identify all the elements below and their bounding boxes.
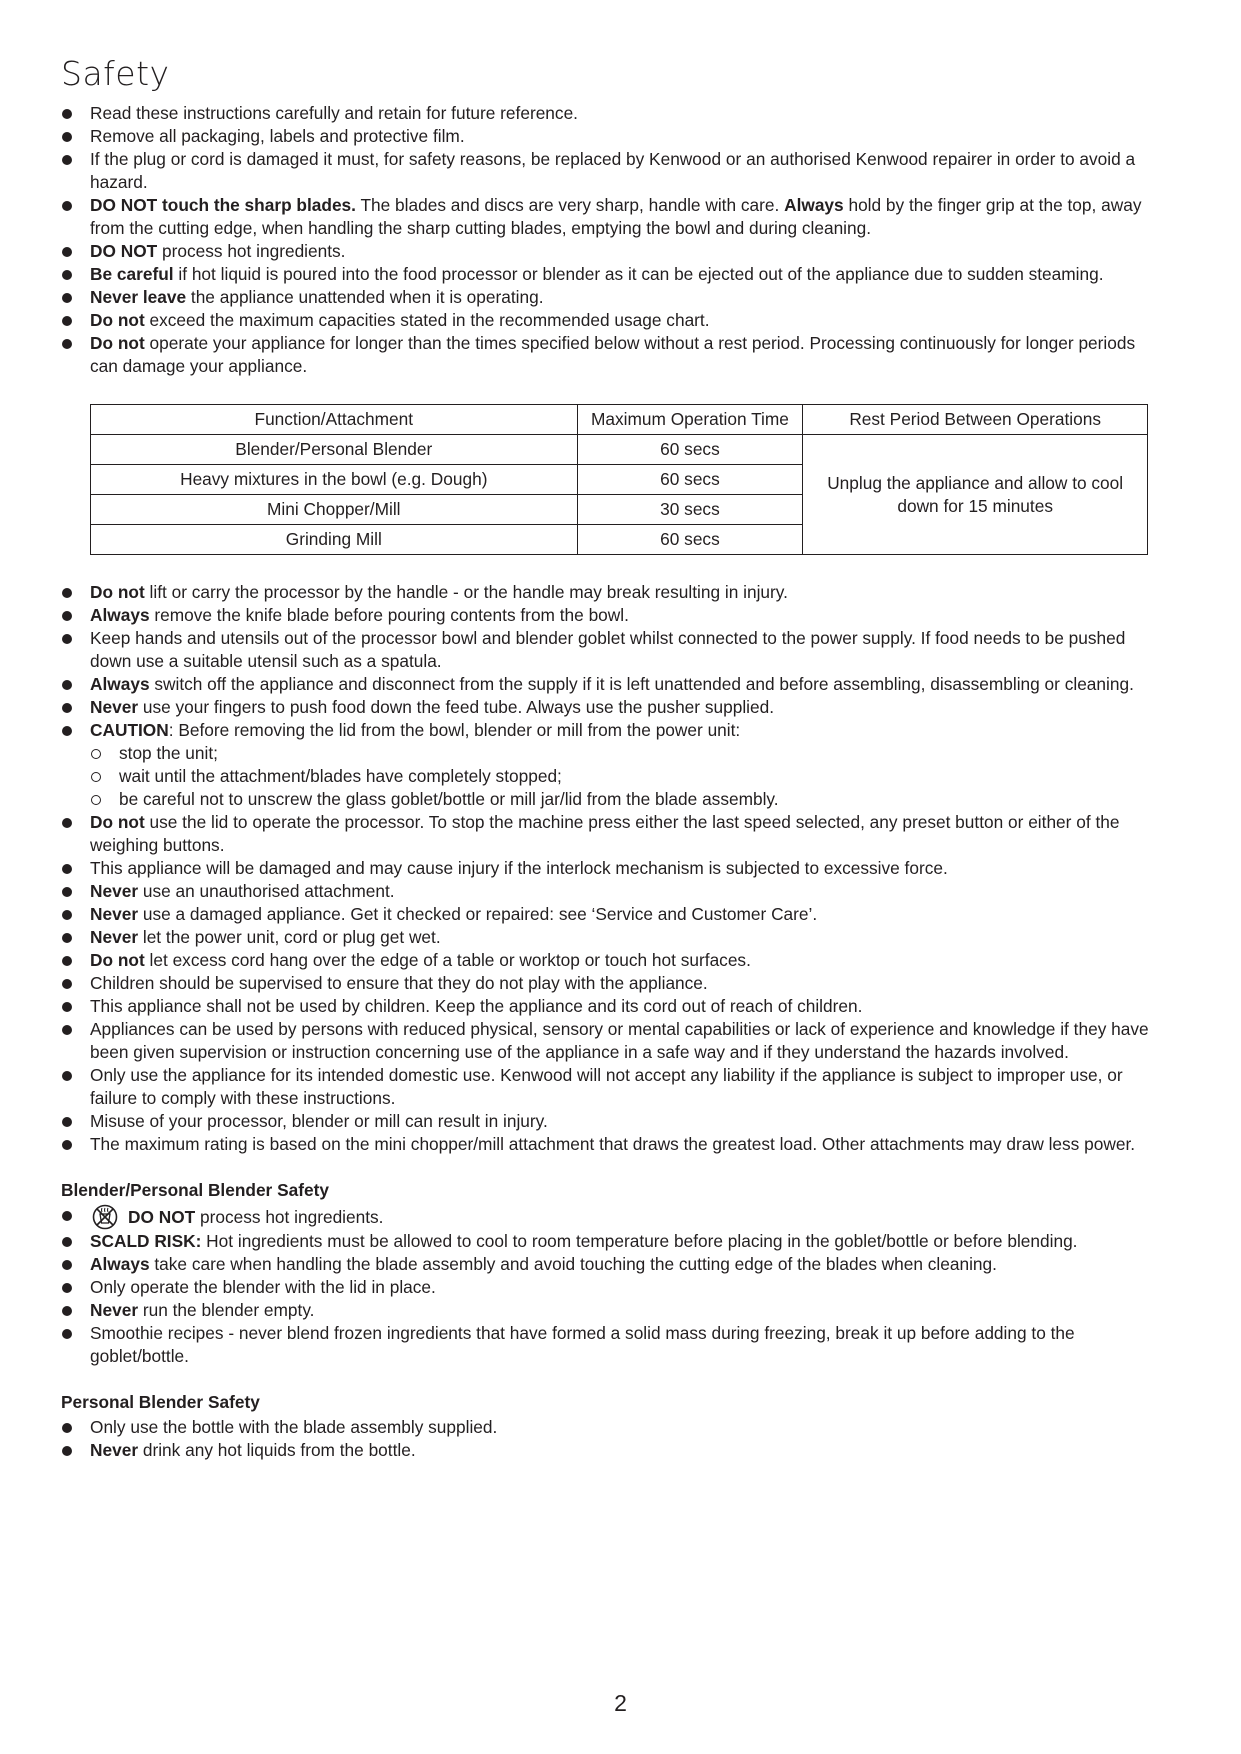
bullet-text: Appliances can be used by persons with reduced physical, sensory or mental capabilities or lack of experience and knowledge if they have been given supervision or instruction concerning use of the appliance in a safe way and if they understand the hazards involved. (90, 1019, 1149, 1062)
personal-blender-safety-list (61, 1416, 1161, 1462)
table-header-time: Maximum Operation Time (577, 405, 803, 435)
bullet-text: : Before removing the lid from the bowl, blender or mill from the power unit: (168, 720, 741, 740)
blender-safety-heading: Blender/Personal Blender Safety (61, 1180, 329, 1200)
list-item (61, 1439, 1161, 1462)
bullet-text: Children should be supervised to ensure that they do not play with the appliance. (90, 973, 708, 993)
table-cell-function: Grinding Mill (91, 525, 578, 555)
intro-safety-list (61, 102, 1161, 378)
bullet-emphasis: Never (90, 927, 139, 947)
bullet-text: use your fingers to push food down the feed tube. Always use the pusher supplied. (138, 697, 775, 717)
list-item (61, 240, 1161, 263)
bullet-text: Hot ingredients must be allowed to cool to room temperature before placing in the goblet/bottle or before blending. (201, 1231, 1078, 1251)
list-item (61, 1230, 1161, 1253)
table-cell-time: 60 secs (577, 435, 803, 465)
bullet-text: if hot liquid is poured into the food processor or blender as it can be ejected out of the appliance due to sudden steaming. (173, 264, 1104, 284)
list-item (61, 194, 1161, 240)
bullet-emphasis: Always (90, 674, 150, 694)
bullet-text: This appliance will be damaged and may cause injury if the interlock mechanism is subjected to excessive force. (90, 858, 948, 878)
bullet-text: Only use the appliance for its intended domestic use. Kenwood will not accept any liability if the appliance is subject to improper use, or failure to comply with these instructions. (90, 1065, 1123, 1108)
list-item (61, 263, 1161, 286)
bullet-emphasis: Do not (90, 582, 145, 602)
bullet-emphasis: DO NOT (128, 1207, 196, 1227)
bullet-emphasis: Do not (90, 950, 145, 970)
list-item (61, 1018, 1161, 1064)
bullet-text: The blades and discs are very sharp, handle with care. (355, 195, 785, 215)
bullet-emphasis: Never (90, 1440, 139, 1460)
table-cell-time: 60 secs (577, 465, 803, 495)
bullet-text: If the plug or cord is damaged it must, for safety reasons, be replaced by Kenwood or an authorised Kenwood repairer in order to avoid a hazard. (90, 149, 1136, 192)
bullet-emphasis: Never (90, 1300, 139, 1320)
bullet-text: drink any hot liquids from the bottle. (138, 1440, 416, 1460)
bullet-emphasis: SCALD RISK: (90, 1231, 202, 1251)
list-item (61, 857, 1161, 880)
list-item (61, 949, 1161, 972)
list-item (61, 627, 1161, 673)
list-item (61, 1133, 1161, 1156)
bullet-text: let the power unit, cord or plug get wet. (138, 927, 441, 947)
bullet-text: process hot ingredients. (195, 1207, 384, 1227)
list-item (61, 332, 1161, 378)
list-item: be careful not to unscrew the glass goblet/bottle or mill jar/lid from the blade assembly. (90, 788, 1161, 811)
list-item (61, 880, 1161, 903)
list-item (61, 1110, 1161, 1133)
bullet-emphasis: Never leave (90, 287, 187, 307)
bullet-emphasis: CAUTION (90, 720, 169, 740)
table-cell-time: 30 secs (577, 495, 803, 525)
bullet-text: lift or carry the processor by the handle - or the handle may break resulting in injury. (144, 582, 788, 602)
bullet-text: use an unauthorised attachment. (138, 881, 395, 901)
table-row (91, 435, 1148, 465)
list-item (61, 972, 1161, 995)
bullet-emphasis: Do not (90, 310, 145, 330)
list-item (61, 1322, 1161, 1368)
list-item (61, 309, 1161, 332)
list-item (61, 1416, 1161, 1439)
list-item (61, 148, 1161, 194)
bullet-text: Smoothie recipes - never blend frozen ingredients that have formed a solid mass during freezing, break it up before adding to the goblet/bottle. (90, 1323, 1075, 1366)
caution-steps-list (90, 742, 1161, 811)
bullet-emphasis: Always (90, 1254, 150, 1274)
bullet-text: switch off the appliance and disconnect from the supply if it is left unattended and before assembling, disassembling or cleaning. (149, 674, 1134, 694)
bullet-emphasis: Never (90, 904, 139, 924)
bullet-text: the appliance unattended when it is operating. (186, 287, 544, 307)
safety-section (61, 54, 1161, 1462)
list-item (61, 995, 1161, 1018)
bullet-text: take care when handling the blade assembly and avoid touching the cutting edge of the blades when cleaning. (149, 1254, 997, 1274)
bullet-text: run the blender empty. (138, 1300, 315, 1320)
personal-blender-safety-heading: Personal Blender Safety (61, 1392, 260, 1412)
bullet-emphasis: DO NOT (90, 241, 158, 261)
table-cell-function: Heavy mixtures in the bowl (e.g. Dough) (91, 465, 578, 495)
bullet-emphasis: Do not (90, 333, 145, 353)
bullet-text: The maximum rating is based on the mini chopper/mill attachment that draws the greatest load. Other attachments may draw less power. (90, 1134, 1136, 1154)
bullet-text: let excess cord hang over the edge of a table or worktop or touch hot surfaces. (144, 950, 751, 970)
bullet-text: use the lid to operate the processor. To stop the machine press either the last speed selected, any preset button or either of the weighing buttons. (90, 812, 1120, 855)
bullet-text: process hot ingredients. (157, 241, 346, 261)
bullet-emphasis: DO NOT touch the sharp blades. (90, 195, 356, 215)
bullet-text: Only use the bottle with the blade assembly supplied. (90, 1417, 498, 1437)
list-item (61, 1204, 1161, 1230)
list-item (61, 673, 1161, 696)
table-cell-function: Mini Chopper/Mill (91, 495, 578, 525)
bullet-text: exceed the maximum capacities stated in the recommended usage chart. (144, 310, 710, 330)
list-item (61, 125, 1161, 148)
table-cell-rest: Unplug the appliance and allow to cool down for 15 minutes (803, 435, 1148, 555)
table-header-row (91, 405, 1148, 435)
bullet-text: Read these instructions carefully and retain for future reference. (90, 103, 578, 123)
list-item (61, 811, 1161, 857)
bullet-emphasis: Do not (90, 812, 145, 832)
bullet-emphasis: Never (90, 881, 139, 901)
list-item (61, 604, 1161, 627)
no-hot-ingredients-icon (90, 1204, 120, 1230)
list-item (61, 1064, 1161, 1110)
bullet-text: Keep hands and utensils out of the processor bowl and blender goblet whilst connected to the power supply. If food needs to be pushed down use a suitable utensil such as a spatula. (90, 628, 1126, 671)
list-item (61, 926, 1161, 949)
table-header-rest: Rest Period Between Operations (803, 405, 1148, 435)
bullet-emphasis: Always (784, 195, 844, 215)
page-title: Safety (61, 54, 170, 93)
bullet-text: Only operate the blender with the lid in place. (90, 1277, 436, 1297)
list-item (61, 102, 1161, 125)
bullet-emphasis: Be careful (90, 264, 174, 284)
list-item (61, 1253, 1161, 1276)
table-cell-time: 60 secs (577, 525, 803, 555)
bullet-emphasis: Never (90, 697, 139, 717)
bullet-text: operate your appliance for longer than the times specified below without a rest period. Processing continuously for longer periods can damage your appliance. (90, 333, 1136, 376)
table-header-function: Function/Attachment (91, 405, 578, 435)
list-item: stop the unit; (90, 742, 1161, 765)
page-number: 2 (614, 1690, 627, 1716)
bullet-emphasis: Always (90, 605, 150, 625)
bullet-text: This appliance shall not be used by children. Keep the appliance and its cord out of reach of children. (90, 996, 863, 1016)
operation-times-table (90, 404, 1148, 555)
list-item (61, 696, 1161, 719)
main-safety-list (61, 581, 1161, 1156)
table-cell-function: Blender/Personal Blender (91, 435, 578, 465)
list-item (61, 903, 1161, 926)
bullet-text: Remove all packaging, labels and protective film. (90, 126, 465, 146)
list-item (61, 1299, 1161, 1322)
bullet-text: remove the knife blade before pouring contents from the bowl. (149, 605, 629, 625)
blender-safety-list (61, 1204, 1161, 1368)
list-item (61, 719, 1161, 811)
list-item (61, 286, 1161, 309)
bullet-text: hold by the finger grip at the top, away from the cutting edge, when handling the sharp cutting blades, emptying the bowl and during cleaning. (90, 195, 1142, 238)
list-item (61, 1276, 1161, 1299)
bullet-text: use a damaged appliance. Get it checked or repaired: see ‘Service and Customer Care’. (138, 904, 818, 924)
list-item: wait until the attachment/blades have completely stopped; (90, 765, 1161, 788)
bullet-text: Misuse of your processor, blender or mill can result in injury. (90, 1111, 548, 1131)
list-item (61, 581, 1161, 604)
